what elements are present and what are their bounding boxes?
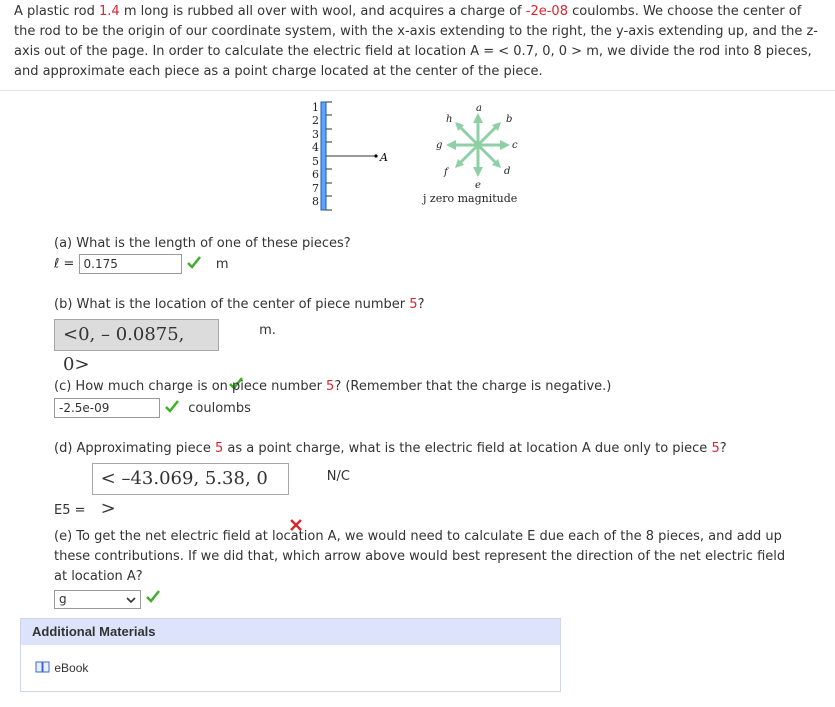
answer-a-unit: m <box>215 256 229 272</box>
rod-label-6: 6 <box>312 168 319 181</box>
rod-label-8: 8 <box>312 195 319 208</box>
answer-d-input[interactable]: < –43.069, 5.38, 0 > <box>92 463 289 495</box>
rod-label-4: 4 <box>312 141 319 154</box>
rod-length: 1.4 <box>99 4 120 19</box>
arrow-label-b: b <box>506 114 513 125</box>
question-b: (b) What is the location of the center of piece number 5? <0, – 0.0875, 0> m. <box>54 297 424 394</box>
arrow-label-g: g <box>436 140 443 151</box>
rod-figure <box>300 98 560 228</box>
additional-materials <box>20 618 561 692</box>
direction-select[interactable]: g <box>54 590 141 609</box>
answer-c-input[interactable]: -2.5e-09 <box>54 398 160 418</box>
point-a-marker <box>374 154 377 157</box>
zero-magnitude-label: j zero magnitude <box>423 192 518 205</box>
rod-label-5: 5 <box>312 155 319 168</box>
problem-statement: A plastic rod 1.4 m long is rubbed all over with wool, and acquires a charge of -2e-08 coulombs. We choose the center of the rod to be the origin of our coordinate system, with the x-axis extending to the right, the y-axis extending up, and the z-axis out of the page. In order to calculate the electric field at location A = < 0.7, 0, 0 > m, we divide the rod into 8 pieces, and approximate each piece as a point charge located at the center of the piece. <box>0 0 835 91</box>
answer-c-unit: coulombs <box>188 400 251 416</box>
rod-label-1: 1 <box>312 101 319 114</box>
chevron-down-icon <box>126 593 136 610</box>
question-e <box>54 527 794 610</box>
check-icon <box>145 589 161 610</box>
length-variable: ℓ = <box>54 256 75 272</box>
arrow-label-h: h <box>446 114 453 125</box>
check-icon <box>186 255 202 273</box>
arrow-label-a: a <box>476 103 482 114</box>
rod-label-2: 2 <box>312 114 319 127</box>
arrow-label-e: e <box>475 180 481 191</box>
answer-b-unit: m. <box>259 323 276 338</box>
arrow-label-d: d <box>504 166 511 177</box>
answer-b-input[interactable]: <0, – 0.0875, 0> <box>54 319 219 351</box>
question-a-text: (a) What is the length of one of these pieces? <box>54 236 351 251</box>
rod-label-3: 3 <box>312 128 319 141</box>
point-a-label: A <box>380 151 388 164</box>
question-a <box>54 236 351 274</box>
answer-a-input[interactable]: 0.175 <box>79 254 182 274</box>
book-icon <box>35 661 51 675</box>
additional-materials-title: Additional Materials <box>21 619 560 645</box>
question-c: (c) How much charge is on piece number 5? (Remember that the charge is negative.) -2.5e-09 coulombs <box>54 379 611 418</box>
question-e-text: (e) To get the net electric field at location A, we would need to calculate E due each of the 8 pieces, and add up these contributions. If we did that, which arrow above would best represent the direction of the net electric field at location A? <box>54 529 786 584</box>
check-icon <box>164 399 180 417</box>
ebook-link[interactable]: eBook <box>35 661 88 675</box>
efield-variable: E5 = <box>54 503 86 518</box>
direction-arrows <box>446 113 513 177</box>
arrow-label-c: c <box>512 140 518 151</box>
answer-d-unit: N/C <box>326 469 350 484</box>
arrow-label-f: f <box>444 167 448 178</box>
question-d: (d) Approximating piece 5 as a point charge, what is the electric field at location A due only to piece 5? E5 = < –43.069, 5.38, 0 > N/C <box>54 441 727 536</box>
rod-label-7: 7 <box>312 182 319 195</box>
rod-charge: -2e-08 <box>525 4 568 19</box>
